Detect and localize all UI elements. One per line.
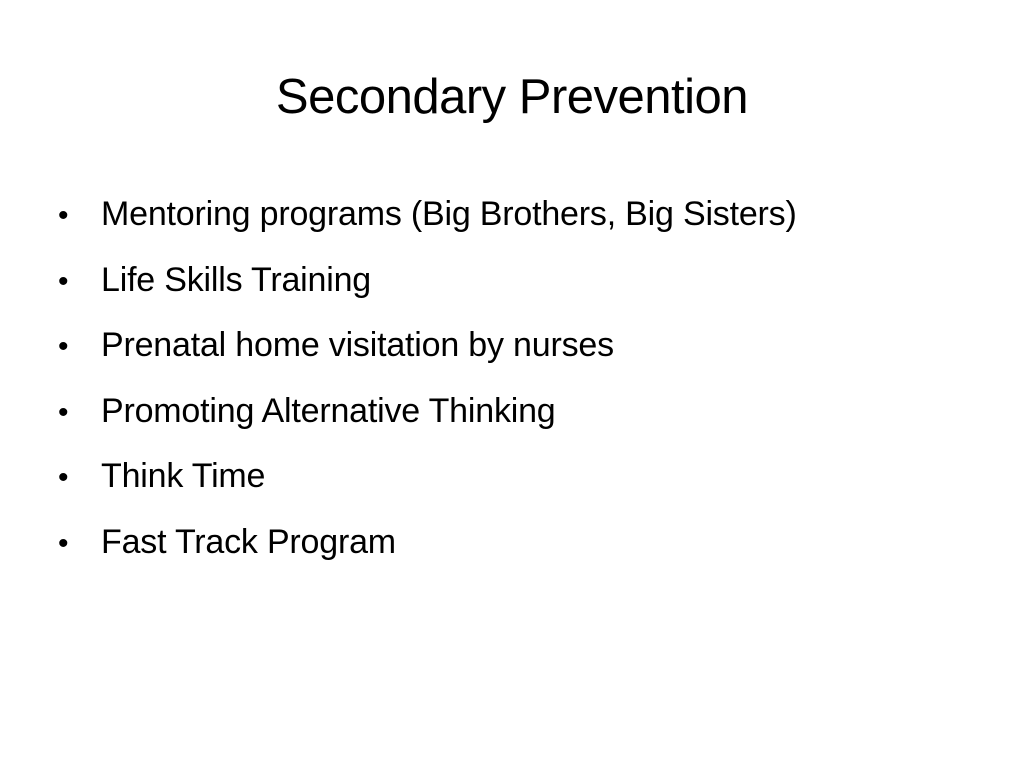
bullet-icon: • <box>58 330 69 363</box>
bullet-icon: • <box>58 395 69 429</box>
bullet-text: Mentoring programs (Big Brothers, Big Sisters) <box>101 195 797 233</box>
list-item <box>58 512 1008 578</box>
bullet-text: Life Skills Training <box>101 260 372 299</box>
list-item <box>58 381 1008 447</box>
bullet-text: Fast Track Program <box>101 522 396 561</box>
bullet-text: Think Time <box>101 457 266 495</box>
bullet-list <box>58 184 1008 577</box>
slide-title: Secondary Prevention <box>275 70 749 124</box>
list-item <box>58 315 1008 381</box>
bullet-icon: • <box>58 199 69 232</box>
bullet-icon: • <box>58 461 69 494</box>
list-item <box>58 446 1008 512</box>
list-item <box>58 250 1008 316</box>
bullet-text: Prenatal home visitation by nurses <box>101 326 614 364</box>
bullet-icon: • <box>58 264 69 298</box>
bullet-text: Promoting Alternative Thinking <box>101 391 556 430</box>
bullet-icon: • <box>58 526 69 560</box>
list-item <box>58 184 1008 250</box>
